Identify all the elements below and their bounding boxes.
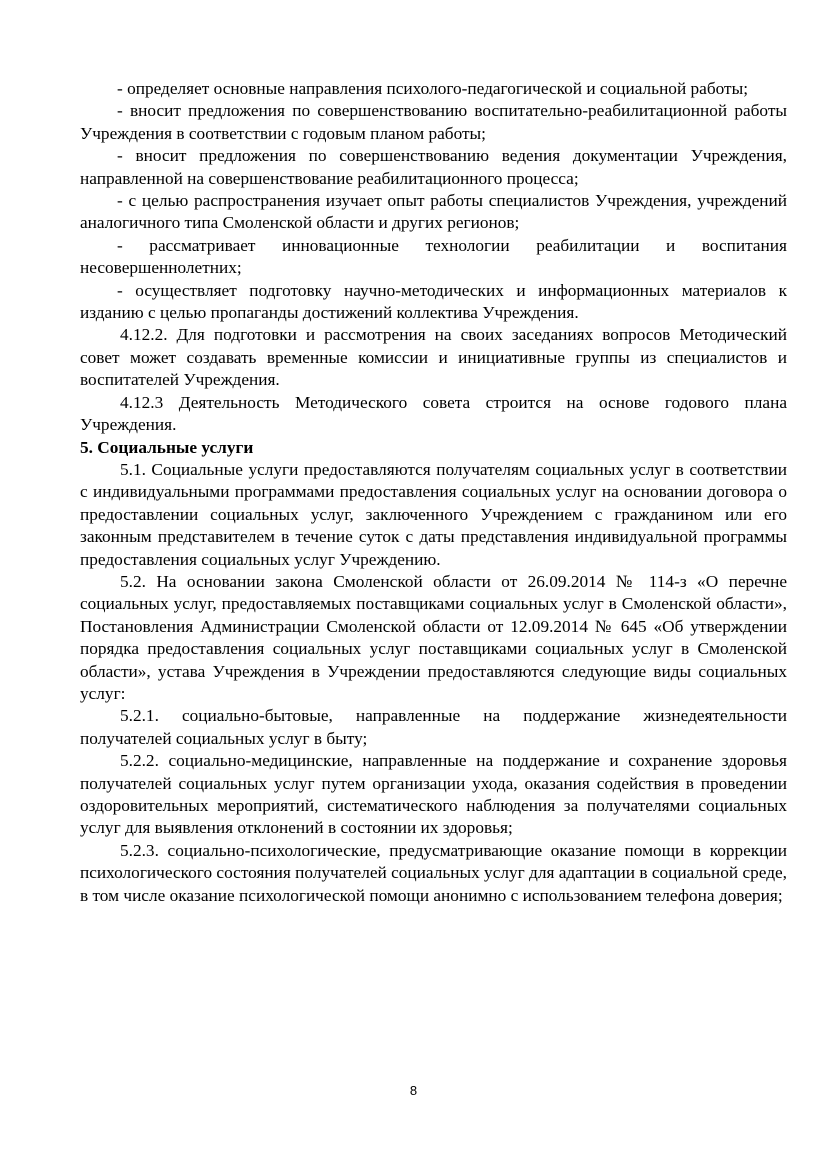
paragraph-5-2-3: 5.2.3. социально-психологические, предусматривающие оказание помощи в коррекции психологического состояния получателей социальных услуг для адаптации в социальной среде, в том числе оказание психологической помощи анонимно с использованием телефона доверия;: [80, 840, 787, 905]
paragraph-4-12-2: 4.12.2. Для подготовки и рассмотрения на своих заседаниях вопросов Методический совет может создавать временные комиссии и инициативные группы из специалистов и воспитателей Учреждения.: [80, 325, 787, 390]
bullet-item: - рассматривает инновационные технологии реабилитации и воспитания несовершеннолетних;: [80, 235, 787, 278]
paragraph-5-2: 5.2. На основании закона Смоленской области от 26.09.2014 № 114-з «О перечне социальных услуг, предоставляемых поставщиками социальных услуг в Смоленской области», Постановления Администрации Смоленской области от 12.09.2014 № 645 «Об утверждении порядка предоставления социальных услуг поставщиками социальных услуг в Смоленской области», устава Учреждения в Учреждении предоставляются следующие виды социальных услуг:: [80, 571, 787, 703]
document-page: [80, 78, 787, 907]
paragraph-5-1: 5.1. Социальные услуги предоставляются получателям социальных услуг в соответствии с индивидуальными программами предоставления социальных услуг на основании договора о предоставлении социальных услуг, заключенного Учреждением с гражданином или его законным представителем в течение суток с даты представления индивидуальной программы предоставления социальных услуг Учреждению.: [80, 459, 787, 569]
paragraph-5-2-1: 5.2.1. социально-бытовые, направленные на поддержание жизнедеятельности получателей социальных услуг в быту;: [80, 706, 787, 748]
bullet-item: - вносит предложения по совершенствованию ведения документации Учреждения, направленной на совершенствование реабилитационного процесса;: [80, 146, 787, 188]
bullet-item: - определяет основные направления психолого-педагогической и социальной работы;: [117, 79, 749, 98]
bullet-item: - вносит предложения по совершенствованию воспитательно-реабилитационной работы Учреждения в соответствии с годовым планом работы;: [80, 101, 787, 143]
section-heading: 5. Социальные услуги: [80, 437, 254, 457]
bullet-item: - осуществляет подготовку научно-методических и информационных материалов к изданию с целью пропаганды достижений коллектива Учреждения.: [80, 280, 787, 323]
bullet-item: - с целью распространения изучает опыт работы специалистов Учреждения, учреждений аналогичного типа Смоленской области и других регионов;: [80, 191, 787, 233]
paragraph-4-12-3: 4.12.3 Деятельность Методического совета строится на основе годового плана Учреждения.: [80, 392, 787, 435]
page-number: 8: [409, 1083, 418, 1098]
paragraph-5-2-2: 5.2.2. социально-медицинские, направленные на поддержание и сохранение здоровья получателей социальных услуг путем организации ухода, оказания содействия в проведении оздоровительных мероприятий, систематического наблюдения за получателями социальных услуг для выявления отклонений в состоянии их здоровья;: [80, 751, 787, 838]
